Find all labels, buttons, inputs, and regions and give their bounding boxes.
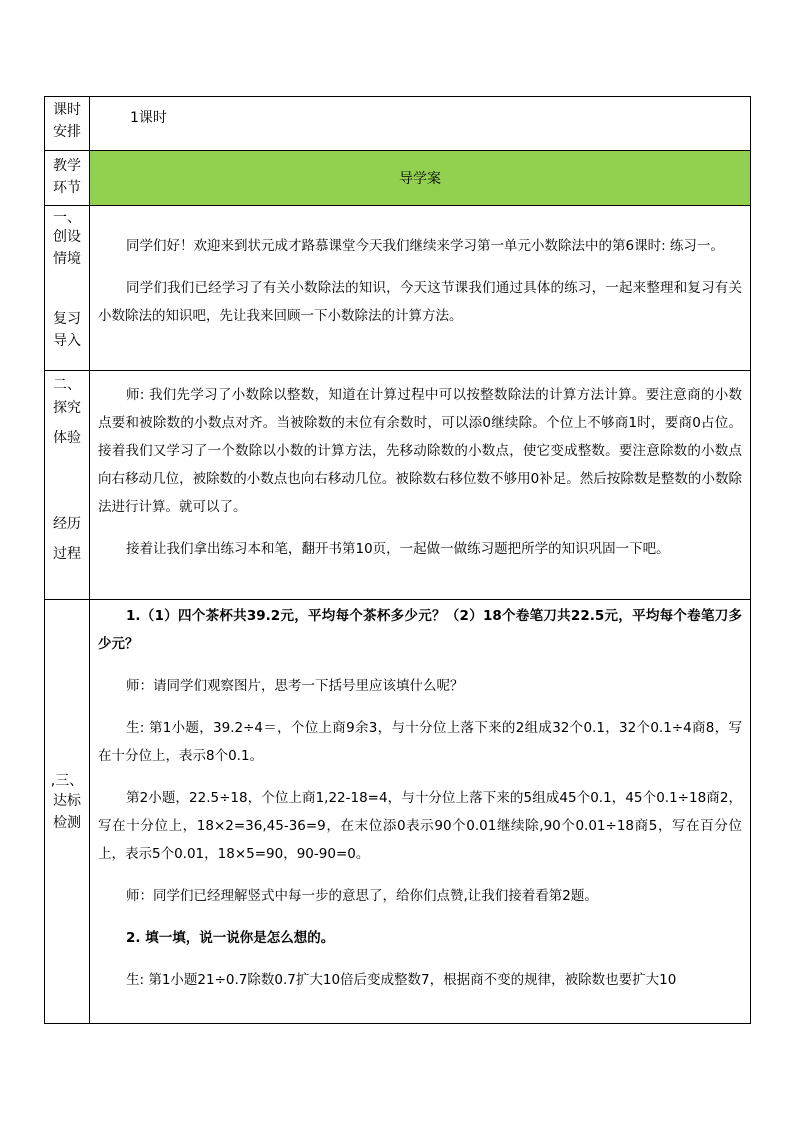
label-line: 创设 <box>53 229 81 245</box>
label-section-3 <box>45 600 90 1024</box>
row-section-1 <box>45 206 751 371</box>
label-line: 复习 <box>53 311 81 327</box>
label-line: 体验 <box>53 430 81 446</box>
label-line: 课时 <box>53 102 81 118</box>
label-line: 情境 <box>53 251 81 267</box>
label-line: 达标 <box>53 793 81 809</box>
lesson-plan-table <box>44 96 751 1024</box>
class-hours-cell <box>90 97 751 151</box>
label-line: 探究 <box>53 400 81 416</box>
label-line: 安排 <box>53 124 81 140</box>
label-section-2 <box>45 371 90 600</box>
paragraph: 第2小题，22.5÷18，个位上商1,22-18=4，与十分位上落下来的5组成45个0.1，45个0.1÷18商2，写在十分位上，18×2=36,45-36=9，在末位添0表示90个0.01继续除,90个0.01÷18商5，写在百分位上，表示5个0.01，18×5=90，90-90=0。 <box>98 790 742 862</box>
label-line: 经历 <box>53 516 81 532</box>
label-line: 过程 <box>53 546 81 562</box>
label-line: 导入 <box>53 333 81 349</box>
row-teaching-step-header <box>45 151 751 206</box>
question-2: 2. 填一填，说一说你是怎么想的。 <box>126 930 335 946</box>
row-class-hours <box>45 97 751 151</box>
label-teaching-step <box>45 151 90 206</box>
paragraph: 师：请同学们观察图片，思考一下括号里应该填什么呢？ <box>126 678 464 694</box>
question-1: 1.（1）四个茶杯共39.2元，平均每个茶杯多少元？（2）18个卷笔刀共22.5元，平均每个卷笔刀多少元？ <box>98 608 742 652</box>
guide-title: 导学案 <box>399 171 441 187</box>
paragraph: 师: 我们先学习了小数除以整数，知道在计算过程中可以按整数除法的计算方法计算。要注意商的小数点要和被除数的小数点对齐。当被除数的末位有余数时，可以添0继续除。个位上不够商1时，要商0占位。接着我们又学习了一个数除以小数的计算方法，先移动除数的小数点，使它变成整数。要注意除数的小数点向右移动几位，被除数的小数点也向右移动几位。被除数右移位数不够用0补足。然后按除数是整数的小数除法进行计算。就可以了。 <box>98 387 742 515</box>
section-2-content <box>90 371 751 600</box>
class-hours-value: 1课时 <box>130 110 167 126</box>
row-section-3 <box>45 600 751 1024</box>
paragraph: 接着让我们拿出练习本和笔，翻开书第10页，一起做一做练习题把所学的知识巩固一下吧。 <box>126 541 670 557</box>
label-line: 环节 <box>53 180 81 196</box>
paragraph: 同学们我们已经学习了有关小数除法的知识，今天这节课我们通过具体的练习，一起来整理和复习有关小数除法的知识吧，先让我来回顾一下小数除法的计算方法。 <box>98 280 742 324</box>
paragraph: 生: 第1小题，39.2÷4＝，个位上商9余3，与十分位上落下来的2组成32个0.1，32个0.1÷4商8，写在十分位上，表示8个0.1。 <box>98 720 742 764</box>
guide-title-cell <box>90 151 751 206</box>
section-1-content <box>90 206 751 371</box>
row-section-2 <box>45 371 751 600</box>
label-line: 检测 <box>53 815 81 831</box>
paragraph: 师：同学们已经理解竖式中每一步的意思了，给你们点赞,让我们接着看第2题。 <box>126 888 598 904</box>
label-class-hours <box>45 97 90 151</box>
section-3-content <box>90 600 751 1024</box>
label-section-1 <box>45 206 90 371</box>
label-line: 二、 <box>53 377 81 393</box>
paragraph: 生: 第1小题21÷0.7除数0.7扩大10倍后变成整数7，根据商不变的规律，被除数也要扩大10 <box>126 972 677 988</box>
label-line: ,三、 <box>50 773 84 789</box>
label-line: 一、 <box>53 210 81 226</box>
paragraph: 同学们好！欢迎来到状元成才路慕课堂今天我们继续来学习第一单元小数除法中的第6课时: 练习一。 <box>126 238 724 254</box>
label-line: 教学 <box>53 158 81 174</box>
